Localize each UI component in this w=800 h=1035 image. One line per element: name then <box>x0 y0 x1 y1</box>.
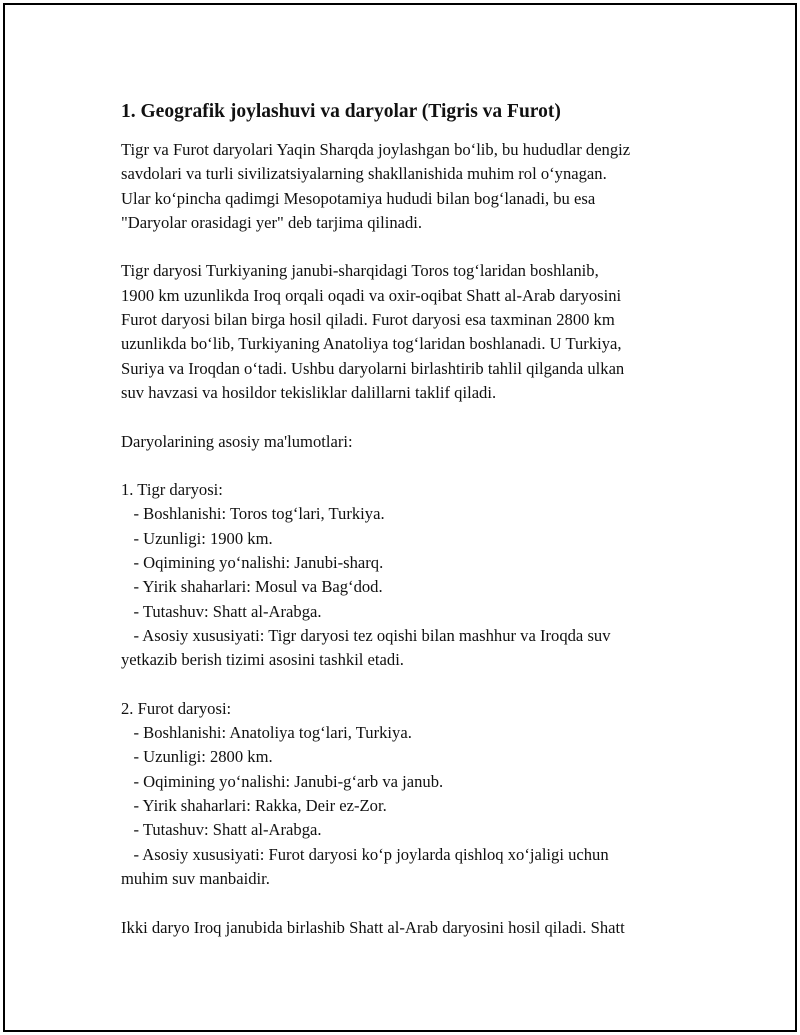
euphrates-facts-list: 2. Furot daryosi: - Boshlanishi: Anatoliya tog‘lari, Turkiya. - Uzunligi: 2800 km. - Oqimining yo‘nalishi: Janubi-g‘arb va janub. - Yirik shaharlari: Rakka, Deir ez-Zor. - Tutashuv: Shatt al-Arabga. - Asosiy xususiyati: Furot daryosi ko‘p joylarda qishloq xo‘jaligi uchun muhim suv manbaidir. <box>121 698 609 888</box>
document-page <box>3 3 797 1032</box>
key-facts-heading: Daryolarining asosiy ma'lumotlari: <box>121 431 353 451</box>
section-heading: 1. Geografik joylashuvi va daryolar (Tigris va Furot) <box>121 101 561 122</box>
tigris-facts-list: 1. Tigr daryosi: - Boshlanishi: Toros tog‘lari, Turkiya. - Uzunligi: 1900 km. - Oqimining yo‘nalishi: Janubi-sharq. - Yirik shaharlari: Mosul va Bag‘dod. - Tutashuv: Shatt al-Arabga. - Asosiy xususiyati: Tigr daryosi tez oqishi bilan mashhur va Iroqda suv yetkazib berish tizimi asosini tashkil etadi. <box>121 480 611 670</box>
confluence-paragraph: Ikki daryo Iroq janubida birlashib Shatt al-Arab daryosini hosil qiladi. Shatt <box>121 917 625 937</box>
rivers-overview-paragraph: Tigr daryosi Turkiyaning janubi-sharqidagi Toros tog‘laridan boshlanib, 1900 km uzunlikda Iroq orqali oqadi va oxir-oqibat Shatt al-Arab daryosini Furot daryosi bilan birga hosil qiladi. Furot daryosi esa taxminan 2800 km uzunlikda bo‘lib, Turkiyaning Anatoliya tog‘laridan boshlanadi. U Turkiya, Suriya va Iroqdan o‘tadi. Ushbu daryolarni birlashtirib tahlil qilganda ulkan suv havzasi va hosildor tekisliklar dalillarni taklif qiladi. <box>121 261 625 402</box>
intro-paragraph: Tigr va Furot daryolari Yaqin Sharqda joylashgan bo‘lib, bu hududlar dengiz savdolari va turli sivilizatsiyalarning shakllanishida muhim rol o‘ynagan. Ular ko‘pincha qadimgi Mesopotamiya hududi bilan bog‘lanadi, bu esa "Daryolar orasidagi yer" deb tarjima qilinadi. <box>121 140 631 232</box>
document-body <box>121 100 701 940</box>
